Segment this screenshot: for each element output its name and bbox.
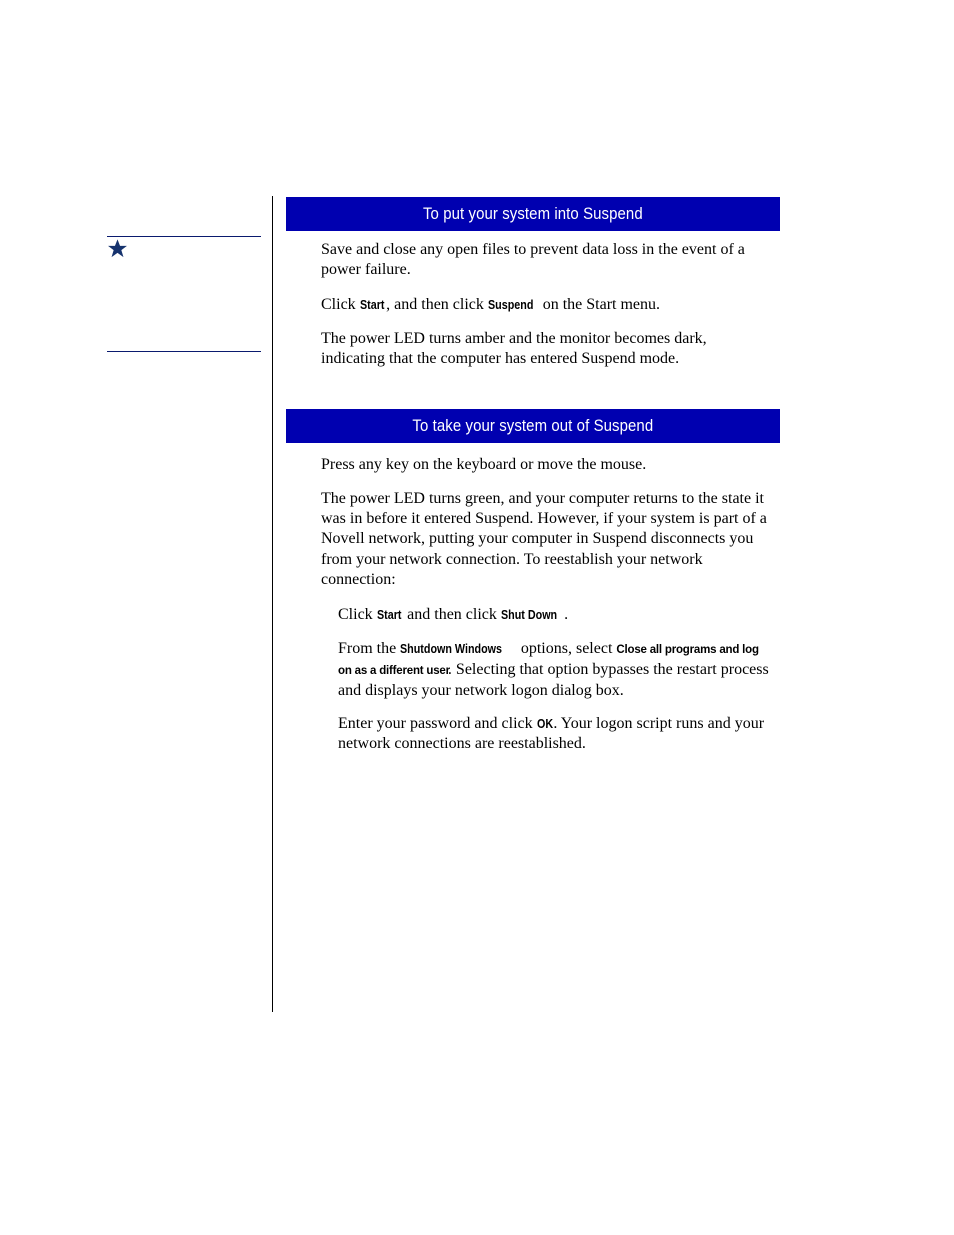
ui-term-suspend: Suspend — [487, 298, 534, 312]
star-icon — [107, 238, 128, 259]
ui-term-start: Start — [376, 608, 402, 622]
paragraph-power-led-green: The power LED turns green, and your computer returns to the state it was in before it entered Suspend. However, if your system is part of a Novell network, putting your computer in Suspend disconnects you from your network connection. To reestablish your network connection: — [321, 490, 767, 588]
section-heading-suspend: To put your system into Suspend — [286, 197, 780, 231]
ui-term-shut-down: Shut Down — [500, 608, 558, 622]
ui-term-ok: OK — [536, 717, 553, 731]
step-select-option: From the Shutdown Windows options, select Close all programs and log on as a different user. Selecting that option bypasses the restart process and displays your network logon dialog box. — [338, 640, 769, 700]
paragraph-power-led-amber: The power LED turns amber and the monitor becomes dark, indicating that the computer has entered Suspend mode. — [321, 330, 707, 368]
ui-term-start: Start — [359, 298, 385, 312]
ui-term-close-all-programs: Close all programs and log on as a different user — [338, 644, 759, 678]
paragraph-press-key: Press any key on the keyboard or move the mouse. — [321, 456, 647, 473]
margin-vertical-rule — [272, 196, 273, 1012]
ui-term-shutdown-windows: Shutdown Windows — [400, 642, 503, 656]
step-click-shutdown: Click Start and then click Shut Down . — [338, 605, 768, 625]
step-enter-password: Enter your password and click OK. Your logon script runs and your network connections are reestablished. — [338, 715, 765, 753]
section-heading-resume: To take your system out of Suspend — [286, 409, 780, 443]
note-bottom-rule — [107, 351, 261, 352]
paragraph-click-suspend: Click Start , and then click Suspend on the Start menu. — [321, 295, 771, 315]
note-top-rule — [107, 236, 261, 237]
paragraph-save-files: Save and close any open files to prevent data loss in the event of a power failure. — [321, 241, 745, 279]
